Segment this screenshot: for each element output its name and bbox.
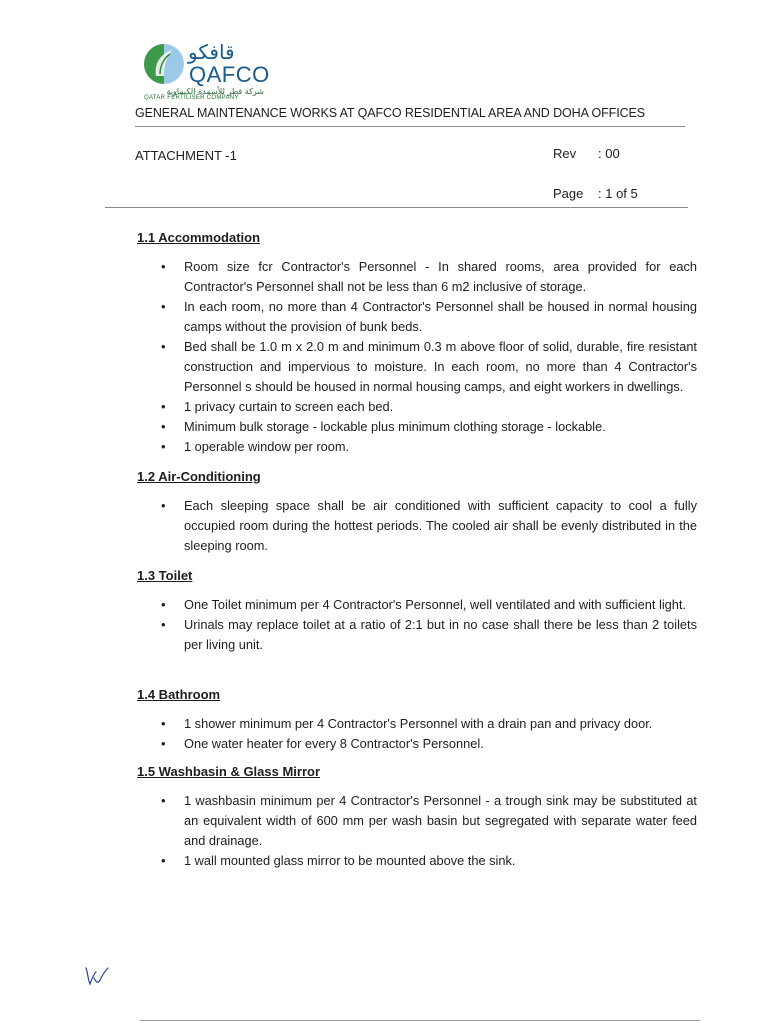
bullet-list: [137, 791, 697, 871]
list-item: • 1 washbasin minimum per 4 Contractor's Personnel - a trough sink may be substituted at an equivalent width of 600 mm per wash basin but segregated with separate water feed and drainage.: [137, 791, 697, 851]
page-field: [553, 186, 638, 201]
section-heading: 1.3 Toilet: [137, 568, 193, 583]
list-item: • One water heater for every 8 Contractor's Personnel.: [137, 734, 697, 754]
section-air-conditioning: [137, 469, 697, 556]
revision-field: [553, 146, 620, 161]
section-accommodation: [137, 230, 697, 457]
logo-english-subtitle: QATAR FERTILISER COMPANY: [144, 95, 239, 101]
revision-label: Rev: [553, 146, 577, 161]
section-heading: 1.4 Bathroom: [137, 687, 221, 702]
document-body: [137, 230, 697, 871]
list-item: • 1 operable window per room.: [137, 437, 697, 457]
document-title: GENERAL MAINTENANCE WORKS AT QAFCO RESIDENTIAL AREA AND DOHA OFFICES: [135, 106, 645, 120]
list-item: • Bed shall be 1.0 m x 2.0 m and minimum 0.3 m above floor of solid, durable, fire resistant construction and impervious to moisture. In each room, no more than 4 Contractor's Personnel s should be housed in normal housing camps, and eight workers in dwellings.: [137, 337, 697, 397]
list-item: • One Toilet minimum per 4 Contractor's Personnel, well ventilated and with sufficient light.: [137, 595, 697, 615]
bullet-list: [137, 496, 697, 556]
list-item: • Room size fcr Contractor's Personnel - In shared rooms, area provided for each Contractor's Personnel shall not be less than 6 m2 inclusive of storage.: [137, 257, 697, 297]
logo-wordmark: QAFCO: [189, 62, 270, 87]
company-logo: [140, 40, 270, 102]
section-heading: 1.1 Accommodation: [137, 230, 261, 245]
header-divider-bottom: [105, 207, 688, 208]
section-washbasin-mirror: [137, 764, 697, 871]
section-toilet: [137, 568, 697, 655]
bullet-list: [137, 595, 697, 655]
list-item: • 1 privacy curtain to screen each bed.: [137, 397, 697, 417]
logo-arabic-name: قافكو: [188, 40, 235, 64]
list-item: • Minimum bulk storage - lockable plus minimum clothing storage - lockable.: [137, 417, 697, 437]
list-item: • In each room, no more than 4 Contractor's Personnel shall be housed in normal housing camps without the provision of bunk beds.: [137, 297, 697, 337]
footer-divider: [140, 1020, 700, 1021]
list-item: • 1 wall mounted glass mirror to be mounted above the sink.: [137, 851, 697, 871]
globe-leaf-icon: [142, 42, 186, 86]
attachment-label: ATTACHMENT -1: [135, 148, 237, 163]
handwritten-initials-signature: [82, 964, 112, 988]
list-item: • Urinals may replace toilet at a ratio of 2:1 but in no case shall there be less than 2 toilets per living unit.: [137, 615, 697, 655]
section-heading: 1.5 Washbasin & Glass Mirror: [137, 764, 321, 779]
header-divider-top: [135, 126, 685, 127]
revision-value: : 00: [598, 146, 620, 161]
list-item: • 1 shower minimum per 4 Contractor's Personnel with a drain pan and privacy door.: [137, 714, 697, 734]
section-bathroom: [137, 687, 697, 754]
page-label: Page: [553, 186, 584, 201]
section-heading: 1.2 Air-Conditioning: [137, 469, 261, 484]
list-item: • Each sleeping space shall be air conditioned with sufficient capacity to cool a fully occupied room during the hottest periods. The cooled air shall be evenly distributed in the sleeping room.: [137, 496, 697, 556]
bullet-list: [137, 714, 697, 754]
bullet-list: [137, 257, 697, 457]
logo-arabic-subtitle: شركة قطر للأسمدة الكيماوية: [166, 87, 264, 96]
page-value: : 1 of 5: [598, 186, 638, 201]
